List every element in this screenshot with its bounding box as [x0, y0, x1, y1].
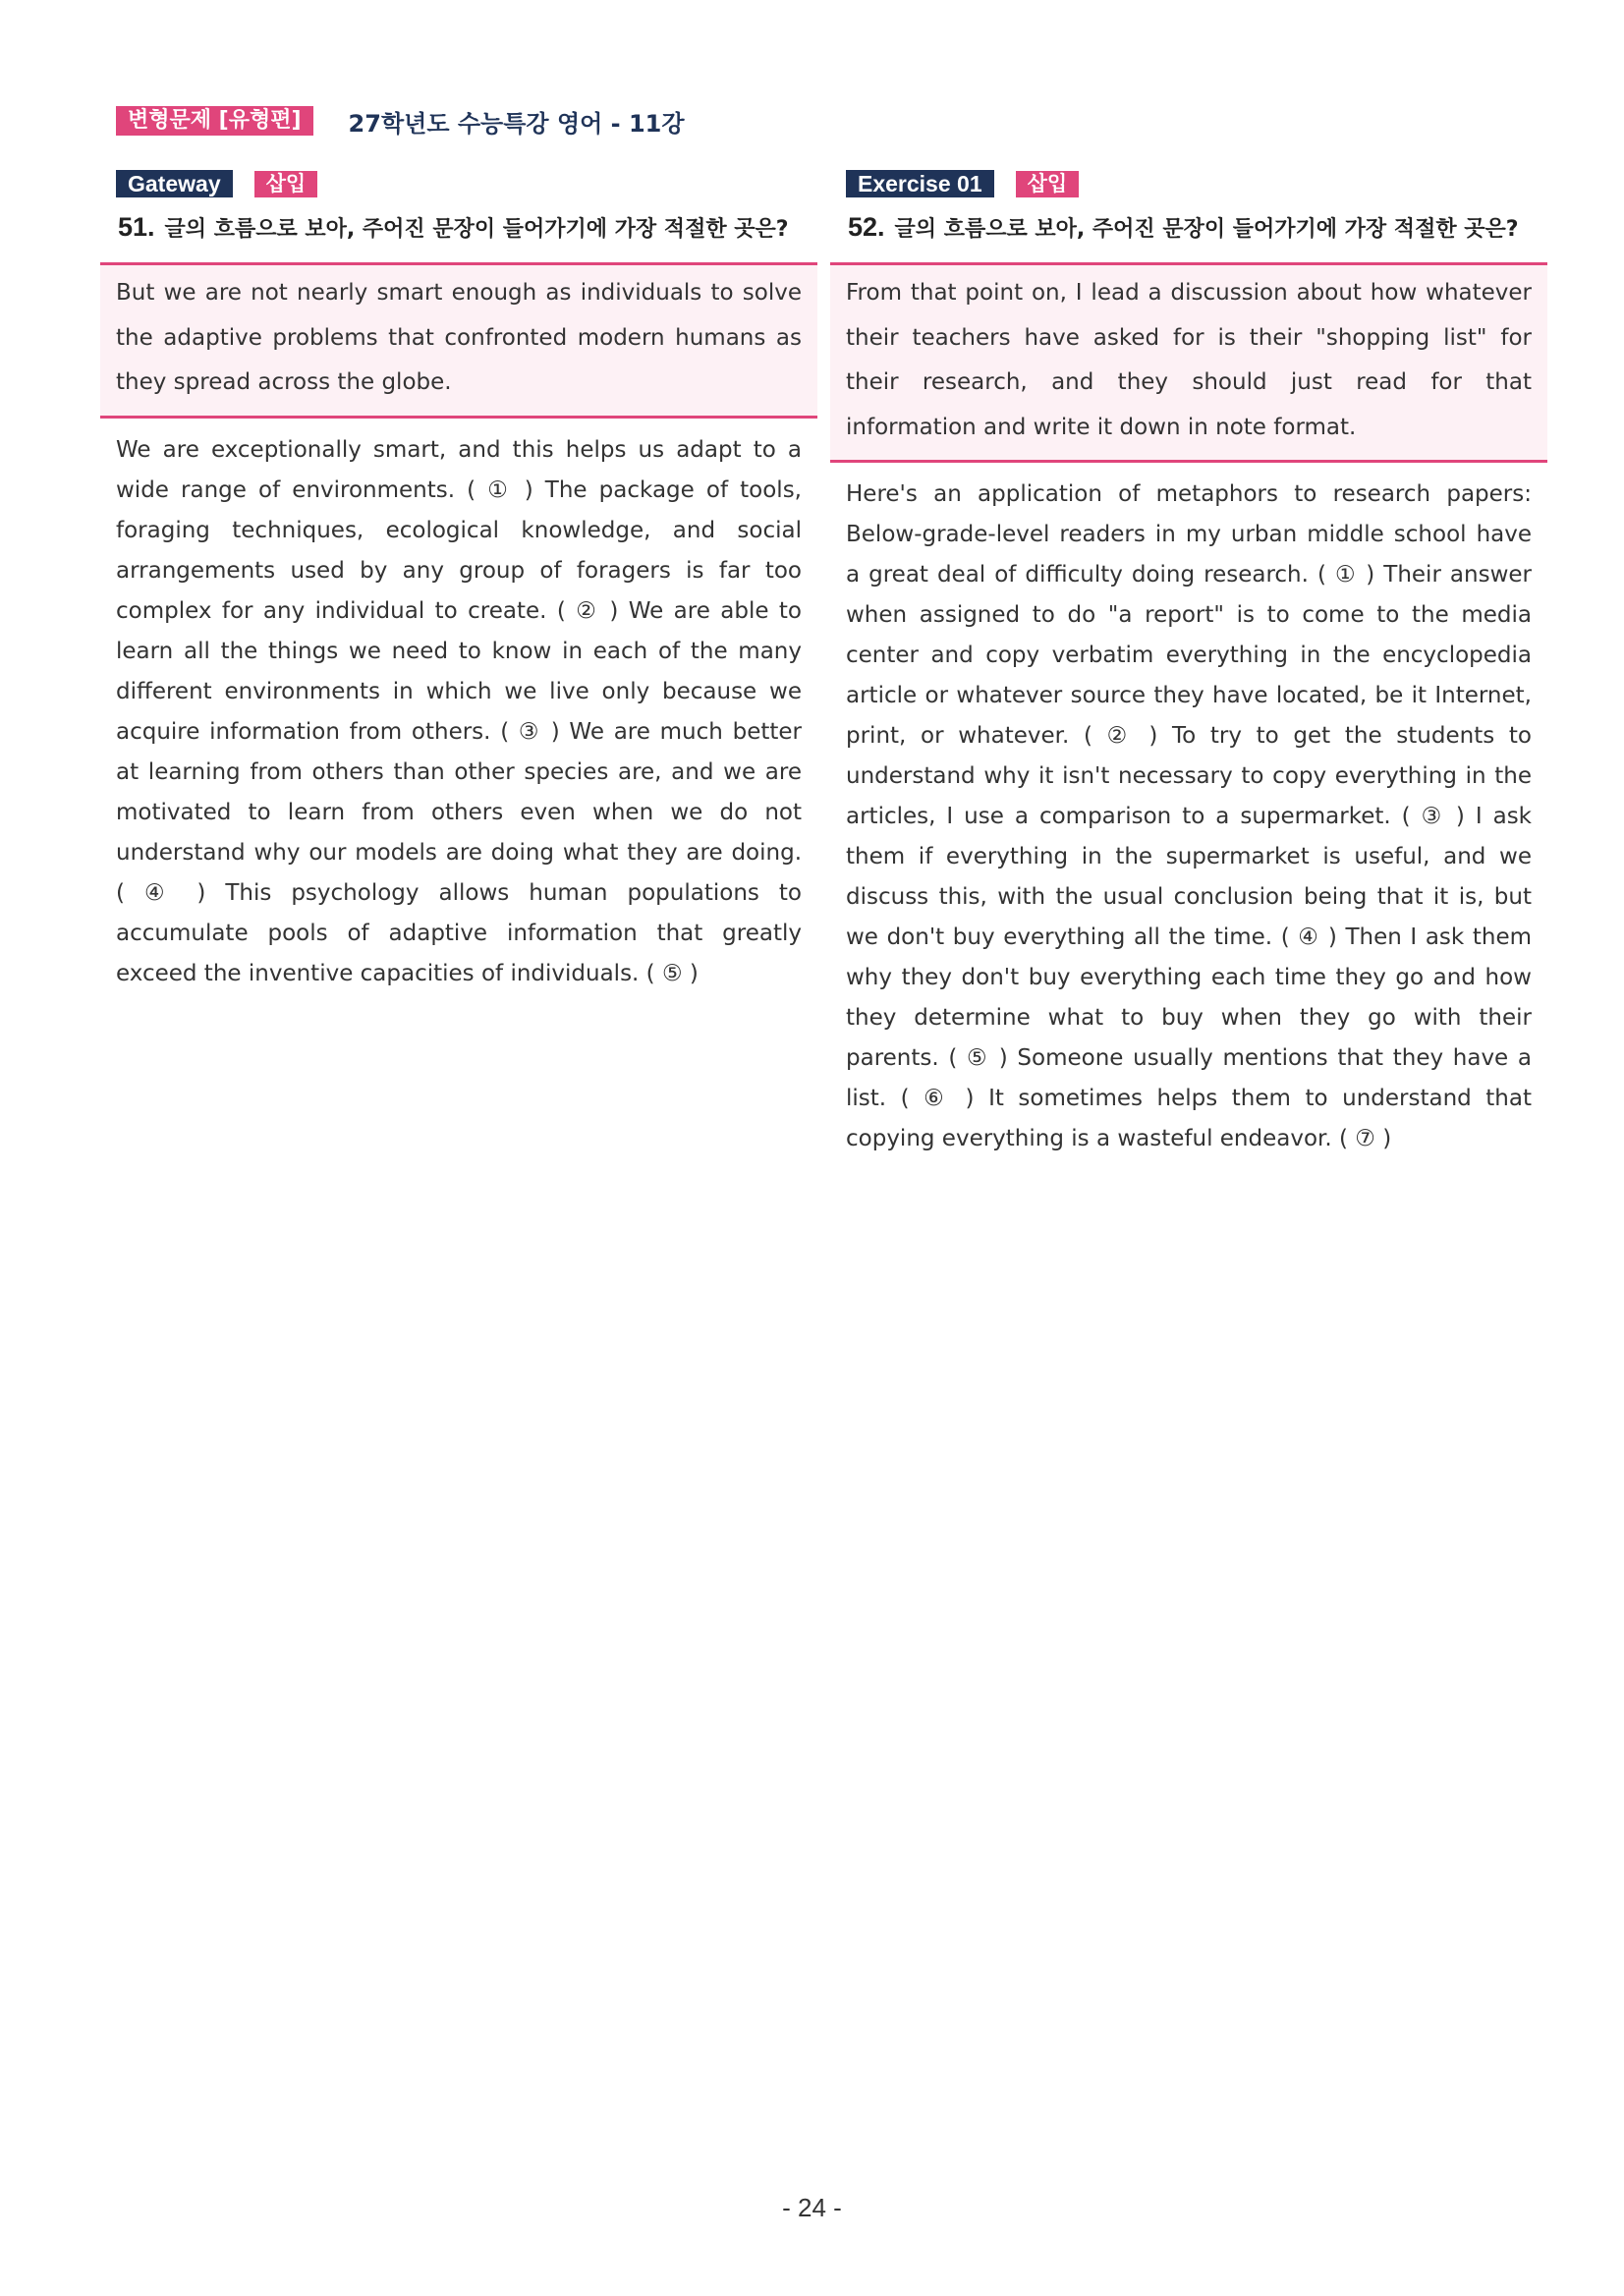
- left-column: [116, 169, 802, 994]
- right-question-text: 글의 흐름으로 보아, 주어진 문장이 들어가기에 가장 적절한 곳은?: [894, 217, 1519, 242]
- right-question: [846, 208, 1532, 249]
- left-question: [116, 208, 802, 249]
- right-column: [846, 169, 1532, 1159]
- left-question-text: 글의 흐름으로 보아, 주어진 문장이 들어가기에 가장 적절한 곳은?: [164, 217, 789, 242]
- page-header: [116, 104, 685, 138]
- right-given-sentence: From that point on, I lead a discussion about how whatever their teachers have asked for is their "shopping list" for their research, and they should just read for that information and write it down in note format.: [830, 262, 1547, 463]
- right-question-number: 52.: [848, 212, 885, 242]
- left-tags: [116, 169, 802, 198]
- left-given-sentence: But we are not nearly smart enough as individuals to solve the adaptive problems that confronted modern humans as they spread across the globe.: [100, 262, 817, 419]
- exercise-label: Exercise 01: [846, 170, 994, 197]
- right-tags: [846, 169, 1532, 198]
- page-number: - 24 -: [782, 2193, 842, 2222]
- gateway-label: Gateway: [116, 170, 233, 197]
- right-passage: Here's an application of metaphors to research papers: Below-grade-level readers in my urban middle school have a great deal of difficulty doing research. ( ① ) Their answer when assigned to do "a report" is to come to the media center and copy verbatim everything in the encyclopedia article or whatever source they have located, be it Internet, print, or whatever. ( ② ) To try to get the students to understand why it isn't necessary to copy everything in the articles, I use a comparison to a supermarket. ( ③ ) I ask them if everything in the supermarket is useful, and we discuss this, with the usual conclusion being that it is, but we don't buy everything all the time. ( ④ ) Then I ask them why they don't buy everything each time they go and how they determine what to buy when they go with their parents. ( ⑤ ) Someone usually mentions that they have a list. ( ⑥ ) It sometimes helps them to understand that copying everything is a wasteful endeavor. ( ⑦ ): [846, 481, 1532, 1151]
- left-passage: We are exceptionally smart, and this helps us adapt to a wide range of environments. ( ① ) The package of tools, foraging techniques, ecological knowledge, and social arrangements used by any group of foragers is far too complex for any individual to create. ( ② ) We are able to learn all the things we need to know in each of the many different environments in which we live only because we acquire information from others. ( ③ ) We are much better at learning from others than other species are, and we are motivated to learn from others even when we do not understand why our models are doing what they are doing. ( ④ ) This psychology allows human populations to accumulate pools of adaptive information that greatly exceed the inventive capacities of individuals. ( ⑤ ): [116, 436, 802, 986]
- left-type-tag: 삽입: [254, 171, 318, 197]
- header-tag: 변형문제 [유형편]: [116, 106, 313, 136]
- left-question-number: 51.: [118, 212, 155, 242]
- right-type-tag: 삽입: [1016, 171, 1080, 197]
- header-title: 27학년도 수능특강 영어 - 11강: [348, 109, 685, 138]
